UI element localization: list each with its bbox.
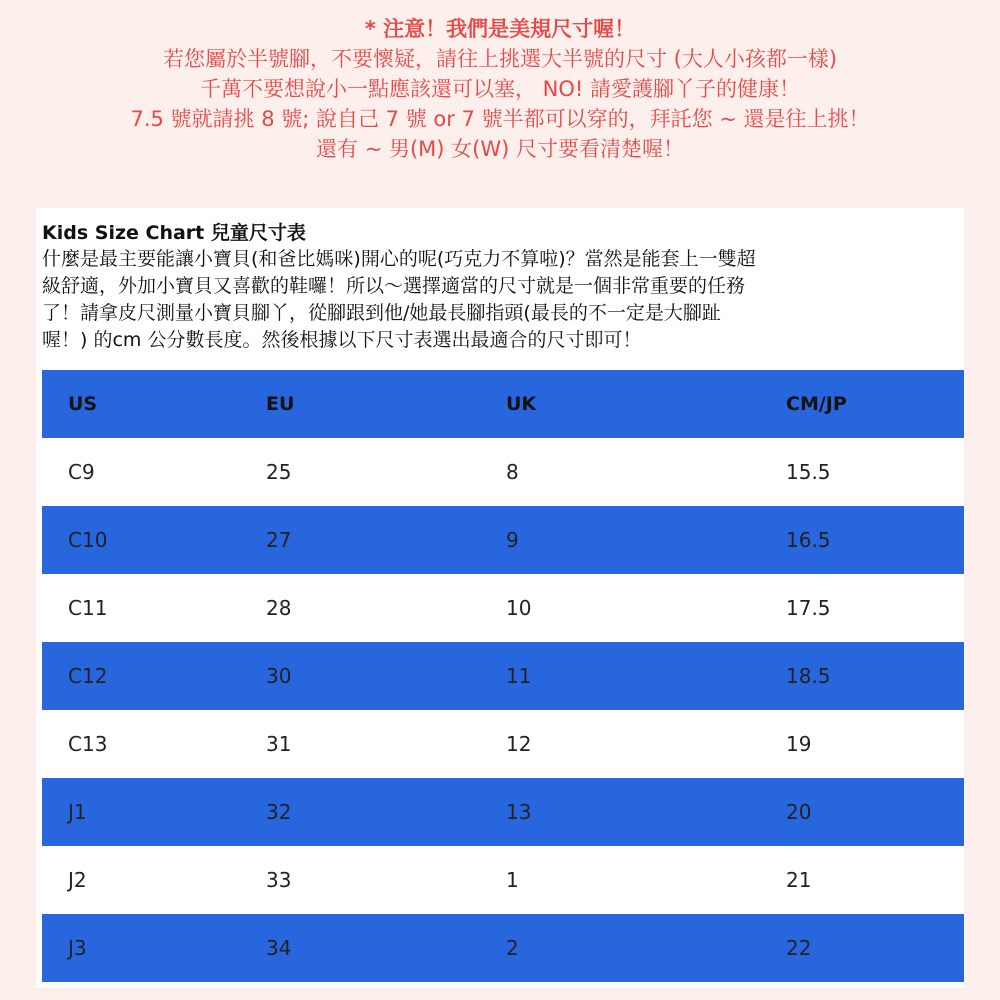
notice-line: 千萬不要想說小一點應該還可以塞， NO! 請愛護腳丫子的健康！ [199, 77, 800, 101]
cell-cm-jp: 16.5 [786, 506, 964, 574]
cell-uk: 2 [506, 914, 786, 982]
size-notice [0, 14, 1000, 164]
table-row [42, 710, 964, 778]
size-table [42, 370, 964, 982]
cell-us: C12 [42, 642, 266, 710]
table-row [42, 914, 964, 982]
cell-uk: 8 [506, 438, 786, 506]
intro-line: 了！請拿皮尺測量小寶貝腳丫，從腳跟到他/她最長腳指頭(最長的不一定是大腳趾 [42, 302, 721, 324]
notice-heading: * 注意！我們是美規尺寸喔！ [364, 17, 636, 41]
intro-line: 什麼是最主要能讓小寶貝(和爸比媽咪)開心的呢(巧克力不算啦)？當然是能套上一雙超 [42, 248, 756, 270]
cell-uk: 11 [506, 642, 786, 710]
cell-us: C9 [42, 438, 266, 506]
table-row [42, 778, 964, 846]
cell-uk: 1 [506, 846, 786, 914]
table-row [42, 574, 964, 642]
column-header-us: US [42, 370, 266, 438]
cell-us: C13 [42, 710, 266, 778]
cell-eu: 27 [266, 506, 506, 574]
cell-eu: 31 [266, 710, 506, 778]
cell-uk: 13 [506, 778, 786, 846]
notice-line: 還有 ~ 男(M) 女(W) 尺寸要看清楚喔！ [316, 137, 684, 161]
notice-line: 若您屬於半號腳，不要懷疑，請往上挑選大半號的尺寸 (大人小孩都一樣) [162, 47, 838, 71]
intro-line: 喔！) 的cm 公分數長度。然後根據以下尺寸表選出最適合的尺寸即可！ [42, 329, 642, 351]
cell-cm-jp: 19 [786, 710, 964, 778]
cell-cm-jp: 18.5 [786, 642, 964, 710]
cell-cm-jp: 21 [786, 846, 964, 914]
cell-eu: 28 [266, 574, 506, 642]
cell-cm-jp: 20 [786, 778, 964, 846]
cell-cm-jp: 15.5 [786, 438, 964, 506]
column-header-cm-jp: CM/JP [786, 370, 964, 438]
cell-eu: 33 [266, 846, 506, 914]
cell-eu: 30 [266, 642, 506, 710]
intro-text [42, 246, 954, 354]
size-chart-card [36, 208, 964, 988]
cell-eu: 25 [266, 438, 506, 506]
cell-cm-jp: 17.5 [786, 574, 964, 642]
table-row [42, 642, 964, 710]
table-row [42, 506, 964, 574]
column-header-eu: EU [266, 370, 506, 438]
card-title: Kids Size Chart 兒童尺寸表 [42, 222, 306, 244]
cell-uk: 9 [506, 506, 786, 574]
cell-us: J3 [42, 914, 266, 982]
table-row [42, 846, 964, 914]
cell-us: J2 [42, 846, 266, 914]
intro-line: 級舒適，外加小寶貝又喜歡的鞋囉！所以～選擇適當的尺寸就是一個非常重要的任務 [42, 275, 746, 297]
table-row [42, 438, 964, 506]
cell-us: C10 [42, 506, 266, 574]
cell-cm-jp: 22 [786, 914, 964, 982]
cell-uk: 12 [506, 710, 786, 778]
cell-uk: 10 [506, 574, 786, 642]
cell-eu: 34 [266, 914, 506, 982]
cell-eu: 32 [266, 778, 506, 846]
column-header-uk: UK [506, 370, 786, 438]
cell-us: J1 [42, 778, 266, 846]
notice-line: 7.5 號就請挑 8 號; 說自己 7 號 or 7 號半都可以穿的，拜託您 ~ 還是往上挑！ [130, 107, 870, 131]
table-header-row [42, 370, 964, 438]
cell-us: C11 [42, 574, 266, 642]
